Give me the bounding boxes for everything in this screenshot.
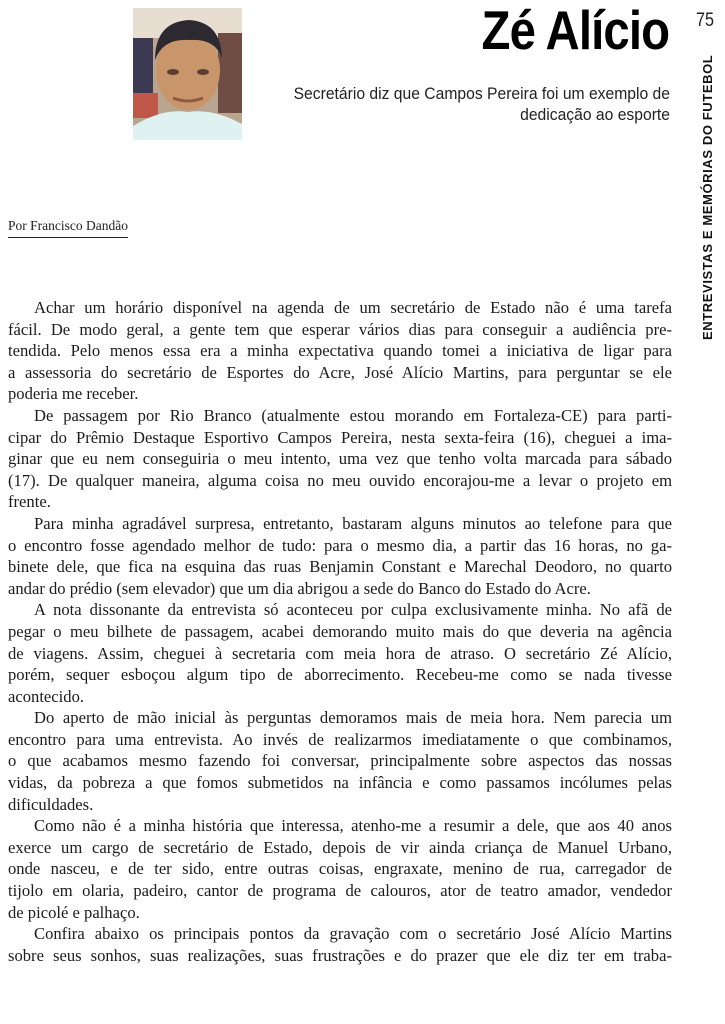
paragraph bbox=[8, 513, 672, 599]
subtitle-line: Secretário diz que Campos Pereira foi um exemplo de bbox=[293, 85, 670, 103]
text-line: exerce um cargo de secretário de Estado, depois de vir ainda criança de Manuel Urbano, bbox=[8, 837, 672, 857]
section-label: ENTREVISTAS E MEMÓRIAS DO FUTEBOL bbox=[700, 54, 715, 340]
text-line: Do aperto de mão inicial às perguntas demoramos mais de meia hora. Nem parecia um bbox=[34, 708, 672, 728]
paragraph bbox=[8, 923, 672, 966]
text-line: vidas, da pobreza a que fomos submetidos na infância e como passamos incólumes pelas bbox=[8, 773, 672, 793]
text-line: onde nasceu, e de ter sido, entre outras coisas, engraxate, menino de rua, carregador de bbox=[8, 859, 672, 879]
text-line: (17). De qualquer maneira, alguma coisa no meu ouvido encorajou-me a levar o projeto em bbox=[8, 470, 672, 490]
text-line: porém, sequer esboçou algum tipo de aborrecimento. Recebeu-me como se nada tivesse bbox=[8, 665, 672, 685]
text-line: Confira abaixo os principais pontos da gravação com o secretário José Alício Martins bbox=[34, 924, 672, 944]
paragraph bbox=[8, 815, 672, 923]
text-line: A nota dissonante da entrevista só aconteceu por culpa exclusivamente minha. No afã de bbox=[34, 600, 672, 620]
text-line: ginar que eu nem conseguiria o meu intento, uma vez que tenho volta marcada para sábado bbox=[8, 449, 672, 469]
text-line: tendida. Pelo menos essa era a minha expectativa quando tomei a iniciativa de ligar para bbox=[8, 341, 672, 361]
paragraph bbox=[8, 707, 672, 815]
text-line: sobre seus sonhos, suas realizações, suas frustrações e do prazer que ele diz ter em traba- bbox=[8, 945, 672, 965]
text-line: De passagem por Rio Branco (atualmente estou morando em Fortaleza-CE) para parti- bbox=[34, 405, 672, 425]
portrait-icon bbox=[133, 8, 242, 140]
text-line: poderia me receber. bbox=[8, 384, 139, 404]
text-line: frente. bbox=[8, 492, 51, 512]
text-line: Para minha agradável surpresa, entretanto, bastaram alguns minutos ao telefone para que bbox=[34, 513, 672, 533]
article-title: Zé Alício bbox=[481, 0, 669, 61]
text-line: cipar do Prêmio Destaque Esportivo Campos Pereira, nesta sexta-feira (16), cheguei a ima- bbox=[8, 427, 672, 447]
paragraph bbox=[8, 405, 672, 513]
paragraph bbox=[8, 297, 672, 405]
byline: Por Francisco Dandão bbox=[8, 218, 128, 238]
text-line: a assessoria do secretário de Esportes do Acre, José Alício Martins, para perguntar se ele bbox=[8, 362, 672, 382]
text-line: Achar um horário disponível na agenda de um secretário de Estado não é uma tarefa bbox=[34, 298, 672, 317]
text-line: de picolé e palhaço. bbox=[8, 902, 140, 922]
text-line: andar do prédio (sem elevador) que um dia abrigou a sede do Banco do Estado do Acre. bbox=[8, 578, 591, 598]
portrait-photo bbox=[133, 8, 242, 140]
subtitle-line: dedicação ao esporte bbox=[520, 106, 670, 124]
text-line: fácil. De modo geral, a gente tem que esperar vários dias para conseguir a audiência pre- bbox=[8, 319, 672, 339]
text-line: tijolo em olaria, padeiro, cantor de programa de calouros, ator de teatro amador, vendedor bbox=[8, 881, 672, 901]
text-line: o encontro fosse agendado melhor de tudo: para o mesmo dia, a partir das 16 horas, no ga- bbox=[8, 535, 672, 555]
article-body bbox=[8, 297, 672, 966]
text-line: dificuldades. bbox=[8, 794, 94, 814]
paragraph bbox=[8, 599, 672, 707]
text-line: pegar o meu bilhete de passagem, acabei demorando muito mais do que deveria na agência bbox=[8, 621, 672, 641]
page-number: 75 bbox=[696, 10, 714, 31]
text-line: o que acabamos mesmo fazendo foi conversar, principalmente sobre aspectos das nossas bbox=[8, 751, 672, 771]
text-line: de viagens. Assim, cheguei à secretaria com meia hora de atraso. O secretário Zé Alício, bbox=[8, 643, 672, 663]
article-subtitle bbox=[271, 84, 670, 126]
text-line: Como não é a minha história que interessa, atenho-me a resumir a dele, que aos 40 anos bbox=[34, 816, 672, 836]
text-line: encontro para uma entrevista. Ao invés de realizarmos imediatamente o que combinamos, bbox=[8, 729, 672, 749]
text-line: binete dele, que fica na esquina das ruas Benjamin Constant e Marechal Deodoro, no quarto bbox=[8, 557, 672, 577]
text-line: acontecido. bbox=[8, 686, 85, 706]
